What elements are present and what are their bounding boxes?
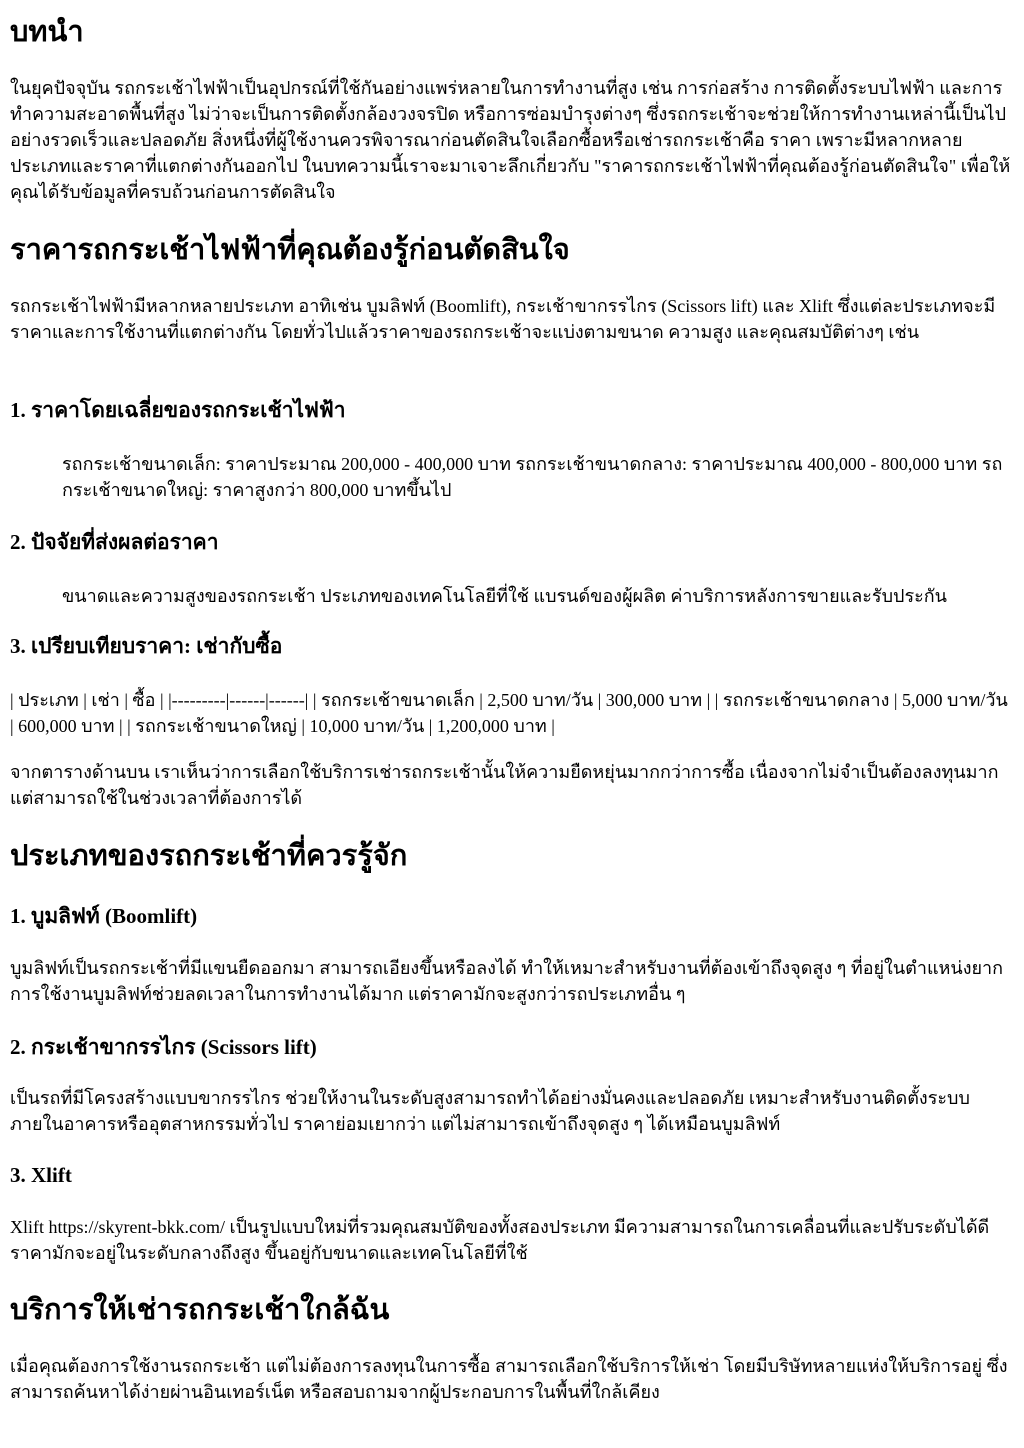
boomlift-text: บูมลิฟท์เป็นรถกระเช้าที่มีแขนยืดออกมา สามารถเอียงขึ้นหรือลงได้ ทำให้เหมาะสำหรับงานที่ต้องเข้าถึงจุดสูง ๆ ที่อยู่ในตำแหน่งยาก การใช้งานบูมลิฟท์ช่วยลดเวลาในการทำงานได้มาก แต่ราคามักจะสูงกว่ารถประเภทอื่น ๆ: [10, 958, 1004, 1004]
xlift-heading: 3. Xlift: [10, 1163, 72, 1187]
types-heading: ประเภทของรถกระเช้าที่ควรรู้จัก: [10, 840, 408, 872]
rent-vs-buy-conclusion: จากตารางด้านบน เราเห็นว่าการเลือกใช้บริการเช่ารถกระเช้านั้นให้ความยืดหยุ่นมากกว่าการซื้อ เนื่องจากไม่จำเป็นต้องลงทุนมากแต่สามารถใช้ในช่วงเวลาที่ต้องการได้: [10, 762, 999, 808]
pricing-paragraph: รถกระเช้าไฟฟ้ามีหลากหลายประเภท อาทิเช่น บูมลิฟท์ (Boomlift), กระเช้าขากรรไกร (Scissors lift) และ Xlift ซึ่งแต่ละประเภทจะมีราคาและการใช้งานที่แตกต่างกัน โดยทั่วไปแล้วราคาของรถกระเช้าจะแบ่งตามขนาด ความสูง และคุณสมบัติต่างๆ เช่น: [10, 296, 996, 342]
xlift-text: Xlift https://skyrent-bkk.com/ เป็นรูปแบบใหม่ที่รวมคุณสมบัติของทั้งสองประเภท มีความสามารถในการเคลื่อนที่และปรับระดับได้ดี ราคามักจะอยู่ในระดับกลางถึงสูง ขึ้นอยู่กับขนาดและเทคโนโลยีที่ใช้: [10, 1217, 990, 1263]
pricing-heading: ราคารถกระเช้าไฟฟ้าที่คุณต้องรู้ก่อนตัดสินใจ: [10, 234, 570, 266]
average-price-text: รถกระเช้าขนาดเล็ก: ราคาประมาณ 200,000 - 400,000 บาท รถกระเช้าขนาดกลาง: ราคาประมาณ 400,000 - 800,000 บาท รถกระเช้าขนาดใหญ่: ราคาสูงกว่า 800,000 บาทขึ้นไป: [62, 454, 1003, 500]
rent-vs-buy-heading: 3. เปรียบเทียบราคา: เช่ากับซื้อ: [10, 634, 283, 658]
nearby-rental-paragraph: เมื่อคุณต้องการใช้งานรถกระเช้า แต่ไม่ต้องการลงทุนในการซื้อ สามารถเลือกใช้บริการให้เช่า โดยมีบริษัทหลายแห่งให้บริการอยู่ ซึ่งสามารถค้นหาได้ง่ายผ่านอินเทอร์เน็ต หรือสอบถามจากผู้ประกอบการในพื้นที่ใกล้เคียง: [10, 1356, 1008, 1402]
nearby-rental-heading: บริการให้เช่ารถกระเช้าใกล้ฉัน: [10, 1294, 390, 1326]
boomlift-heading: 1. บูมลิฟท์ (Boomlift): [10, 904, 198, 928]
scissors-lift-heading: 2. กระเช้าขากรรไกร (Scissors lift): [10, 1035, 317, 1059]
intro-paragraph: ในยุคปัจจุบัน รถกระเช้าไฟฟ้าเป็นอุปกรณ์ที่ใช้กันอย่างแพร่หลายในการทำงานที่สูง เช่น การก่อสร้าง การติดตั้งระบบไฟฟ้า และการทำความสะอาดพื้นที่สูง ไม่ว่าจะเป็นการติดตั้งกล้องวงจรปิด หรือการซ่อมบำรุงต่างๆ ซึ่งรถกระเช้าจะช่วยให้การทำงานเหล่านี้เป็นไปอย่างรวดเร็วและปลอดภัย สิ่งหนึ่งที่ผู้ใช้งานควรพิจารณาก่อนตัดสินใจเลือกซื้อหรือเช่ารถกระเช้าคือ ราคา เพราะมีหลากหลายประเภทและราคาที่แตกต่างกันออกไป ในบทความนี้เราจะมาเจาะลึกเกี่ยวกับ "ราคารถกระเช้าไฟฟ้าที่คุณต้องรู้ก่อนตัดสินใจ" เพื่อให้คุณได้รับข้อมูลที่ครบถ้วนก่อนการตัดสินใจ: [10, 78, 1011, 202]
intro-heading: บทนำ: [10, 16, 84, 48]
scissors-lift-text: เป็นรถที่มีโครงสร้างแบบขากรรไกร ช่วยให้งานในระดับสูงสามารถทำได้อย่างมั่นคงและปลอดภัย เหมาะสำหรับงานติดตั้งระบบภายในอาคารหรืออุตสาหกรรมทั่วไป ราคาย่อมเยากว่า แต่ไม่สามารถเข้าถึงจุดสูง ๆ ได้เหมือนบูมลิฟท์: [10, 1088, 970, 1134]
rent-vs-buy-table-text: | ประเภท | เช่า | ซื้อ | |---------|------|------| | รถกระเช้าขนาดเล็ก | 2,500 บาท/วัน | 300,000 บาท | | รถกระเช้าขนาดกลาง | 5,000 บาท/วัน | 600,000 บาท | | รถกระเช้าขนาดใหญ่ | 10,000 บาท/วัน | 1,200,000 บาท |: [10, 690, 1008, 736]
price-factors-text: ขนาดและความสูงของรถกระเช้า ประเภทของเทคโนโลยีที่ใช้ แบรนด์ของผู้ผลิต ค่าบริการหลังการขายและรับประกัน: [62, 586, 947, 606]
price-factors-heading: 2. ปัจจัยที่ส่งผลต่อราคา: [10, 530, 219, 554]
average-price-heading: 1. ราคาโดยเฉลี่ยของรถกระเช้าไฟฟ้า: [10, 398, 346, 422]
